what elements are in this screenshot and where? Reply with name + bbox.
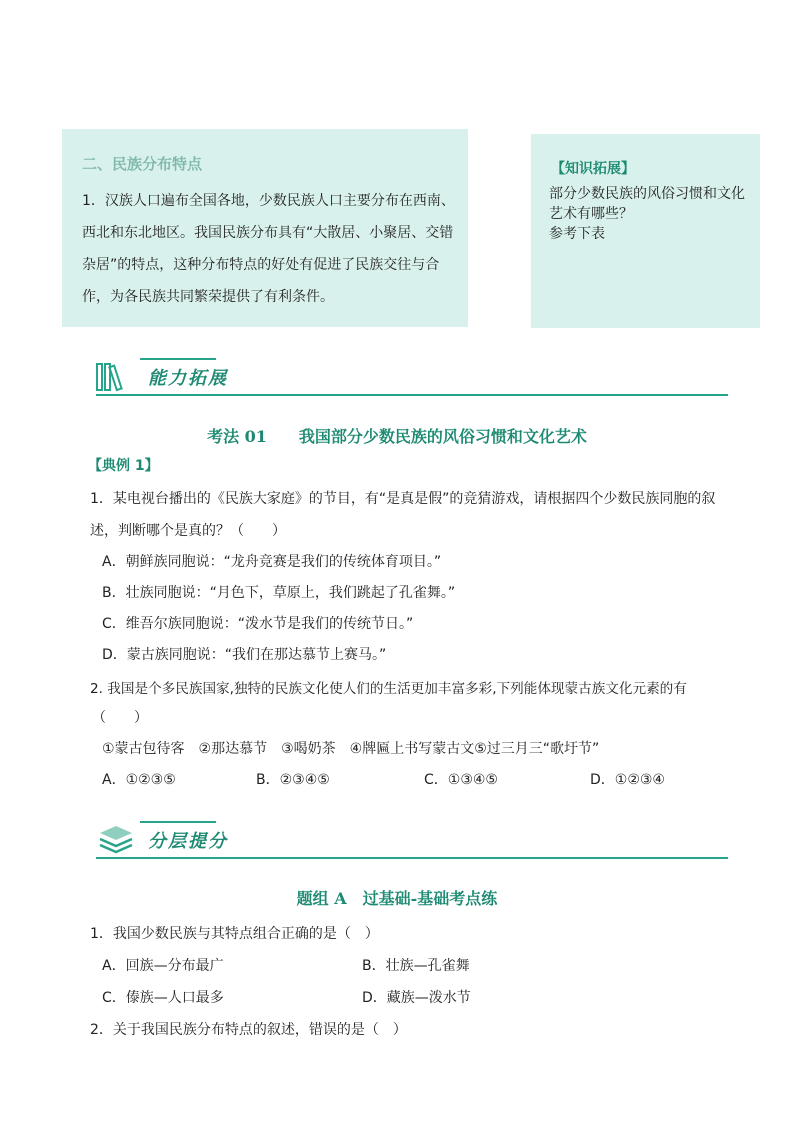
q2-option-c[interactable]: C．①③④⑤ [424, 772, 498, 788]
question-2-line-2: （ ） [92, 710, 148, 726]
q2-option-a[interactable]: A．①②③⑤ [102, 772, 176, 788]
banner-bottom-line [96, 857, 728, 859]
option-d[interactable]: D．蒙古族同胞说：“我们在那达慕节上赛马。” [102, 647, 387, 663]
question-2-line-1: 2. 我国是个多民族国家,独特的民族文化使人们的生活更加丰富多彩,下列能体现蒙古族文化元素的有 [90, 681, 687, 697]
method-title: 考法 01 我国部分少数民族的风俗习惯和文化艺术 [207, 427, 587, 446]
knowledge-question: 部分少数民族的风俗习惯和文化艺术有哪些？ [549, 186, 745, 222]
knowledge-body [549, 184, 754, 244]
group-question-2: 2．关于我国民族分布特点的叙述，错误的是（ ） [90, 1022, 407, 1038]
q2-option-b[interactable]: B．②③④⑤ [256, 772, 330, 788]
group-title: 题组 A 过基础-基础考点练 [296, 889, 498, 908]
section-banner-ability [96, 358, 728, 398]
section-banner-tiered [96, 821, 728, 861]
option-a[interactable]: A．朝鲜族同胞说：“龙舟竞赛是我们的传统体育项目。” [102, 554, 442, 570]
banner-top-line [140, 358, 216, 360]
question-1-line-2: 述，判断哪个是真的？（ ） [90, 523, 286, 539]
banner-top-line [140, 821, 216, 823]
section-label: 分层提分 [148, 831, 228, 852]
option-b[interactable]: B．壮族同胞说：“月色下，草原上，我们跳起了孔雀舞。” [102, 585, 456, 601]
question-1-line-1: 1．某电视台播出的《民族大家庭》的节目，有“是真是假”的竞猜游戏，请根据四个少数民族同胞的叙 [90, 491, 716, 507]
option-c[interactable]: C．维吾尔族同胞说：“泼水节是我们的传统节日。” [102, 616, 414, 632]
group-option-c[interactable]: C．傣族—人口最多 [102, 990, 224, 1006]
books-icon [96, 360, 136, 392]
group-option-d[interactable]: D．藏族—泼水节 [362, 990, 471, 1006]
group-option-b[interactable]: B．壮族—孔雀舞 [362, 958, 470, 974]
banner-bottom-line [96, 394, 728, 396]
group-option-a[interactable]: A．回族—分布最广 [102, 958, 224, 974]
distribution-box [62, 129, 468, 327]
layers-icon [96, 823, 136, 855]
group-question-1: 1．我国少数民族与其特点组合正确的是（ ） [90, 926, 379, 942]
knowledge-extension-box [531, 134, 760, 328]
knowledge-title: 【知识拓展】 [551, 161, 635, 177]
knowledge-reference: 参考下表 [549, 226, 605, 242]
q2-option-d[interactable]: D．①②③④ [590, 772, 665, 788]
example-tag: 【典例 1】 [88, 458, 159, 474]
section-label: 能力拓展 [148, 368, 228, 389]
question-2-items: ①蒙古包待客 ②那达慕节 ③喝奶茶 ④牌匾上书写蒙古文⑤过三月三“歌圩节” [102, 741, 600, 757]
box-paragraph: 1．汉族人口遍布全国各地，少数民族人口主要分布在西南、西北和东北地区。我国民族分布具有“大散居、小聚居、交错杂居”的特点，这种分布特点的好处有促进了民族交往与合作，为各民族共同繁荣提供了有利条件。 [82, 193, 455, 305]
box-heading: 二、民族分布特点 [82, 155, 203, 173]
